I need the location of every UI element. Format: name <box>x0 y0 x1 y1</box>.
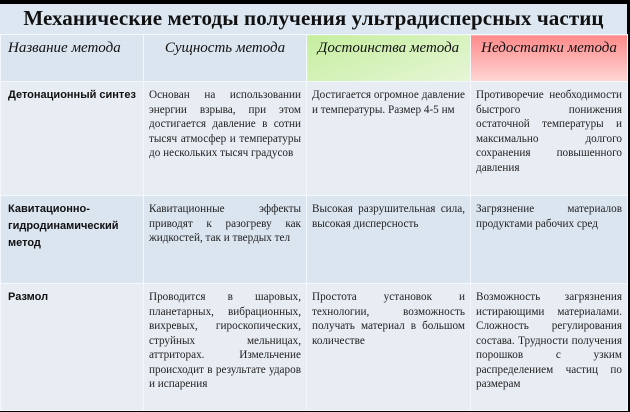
method-advantages: Высокая разрушительная сила, высокая дисперсность <box>307 196 471 284</box>
method-advantages: Достигается огромное давление и температуры. Размер 4-5 нм <box>307 82 471 196</box>
method-essence: Основан на использовании энергии взрыва, при этом достигается давление в сотни тысяч атмосфер и температуры до нескольких тысяч градусов <box>144 82 307 196</box>
method-name: Детонационный синтез <box>1 82 144 196</box>
slide <box>0 4 627 407</box>
method-essence: Кавитационные эффекты приводят к разогреву как жидкостей, так и твердых тел <box>144 196 307 284</box>
header-essence: Сущность метода <box>144 35 307 82</box>
table-row <box>1 196 628 284</box>
slide-title: Механические методы получения ультрадисперсных частиц <box>0 4 627 33</box>
method-disadvantages: Возможность загрязнения истирающими материалами. Сложность регулирования состава. Трудности получения порошков с узким распределением частиц по размерам <box>471 284 628 411</box>
header-method-name: Название метода <box>1 35 144 82</box>
table-header-row <box>1 35 628 82</box>
table-row <box>1 82 628 196</box>
method-essence: Проводится в шаровых, планетарных, вибрационных, вихревых, гироскопических, струйных мельницах, аттриторах. Измельчение происходит в результате ударов и испарения <box>144 284 307 411</box>
method-name: Размол <box>1 284 144 411</box>
header-disadvantages: Недостатки метода <box>471 35 628 82</box>
method-name: Кавитационно-гидродинамический метод <box>1 196 144 284</box>
table-row <box>1 284 628 411</box>
method-disadvantages: Загрязнение материалов продуктами рабочих сред <box>471 196 628 284</box>
method-advantages: Простота установок и технологии, возможность получать материал в большом количестве <box>307 284 471 411</box>
method-disadvantages: Противоречие необходимости быстрого понижения остаточной температуры и максимально долгого сохранения повышенного давления <box>471 82 628 196</box>
methods-table <box>0 34 628 411</box>
header-advantages: Достоинства метода <box>307 35 471 82</box>
